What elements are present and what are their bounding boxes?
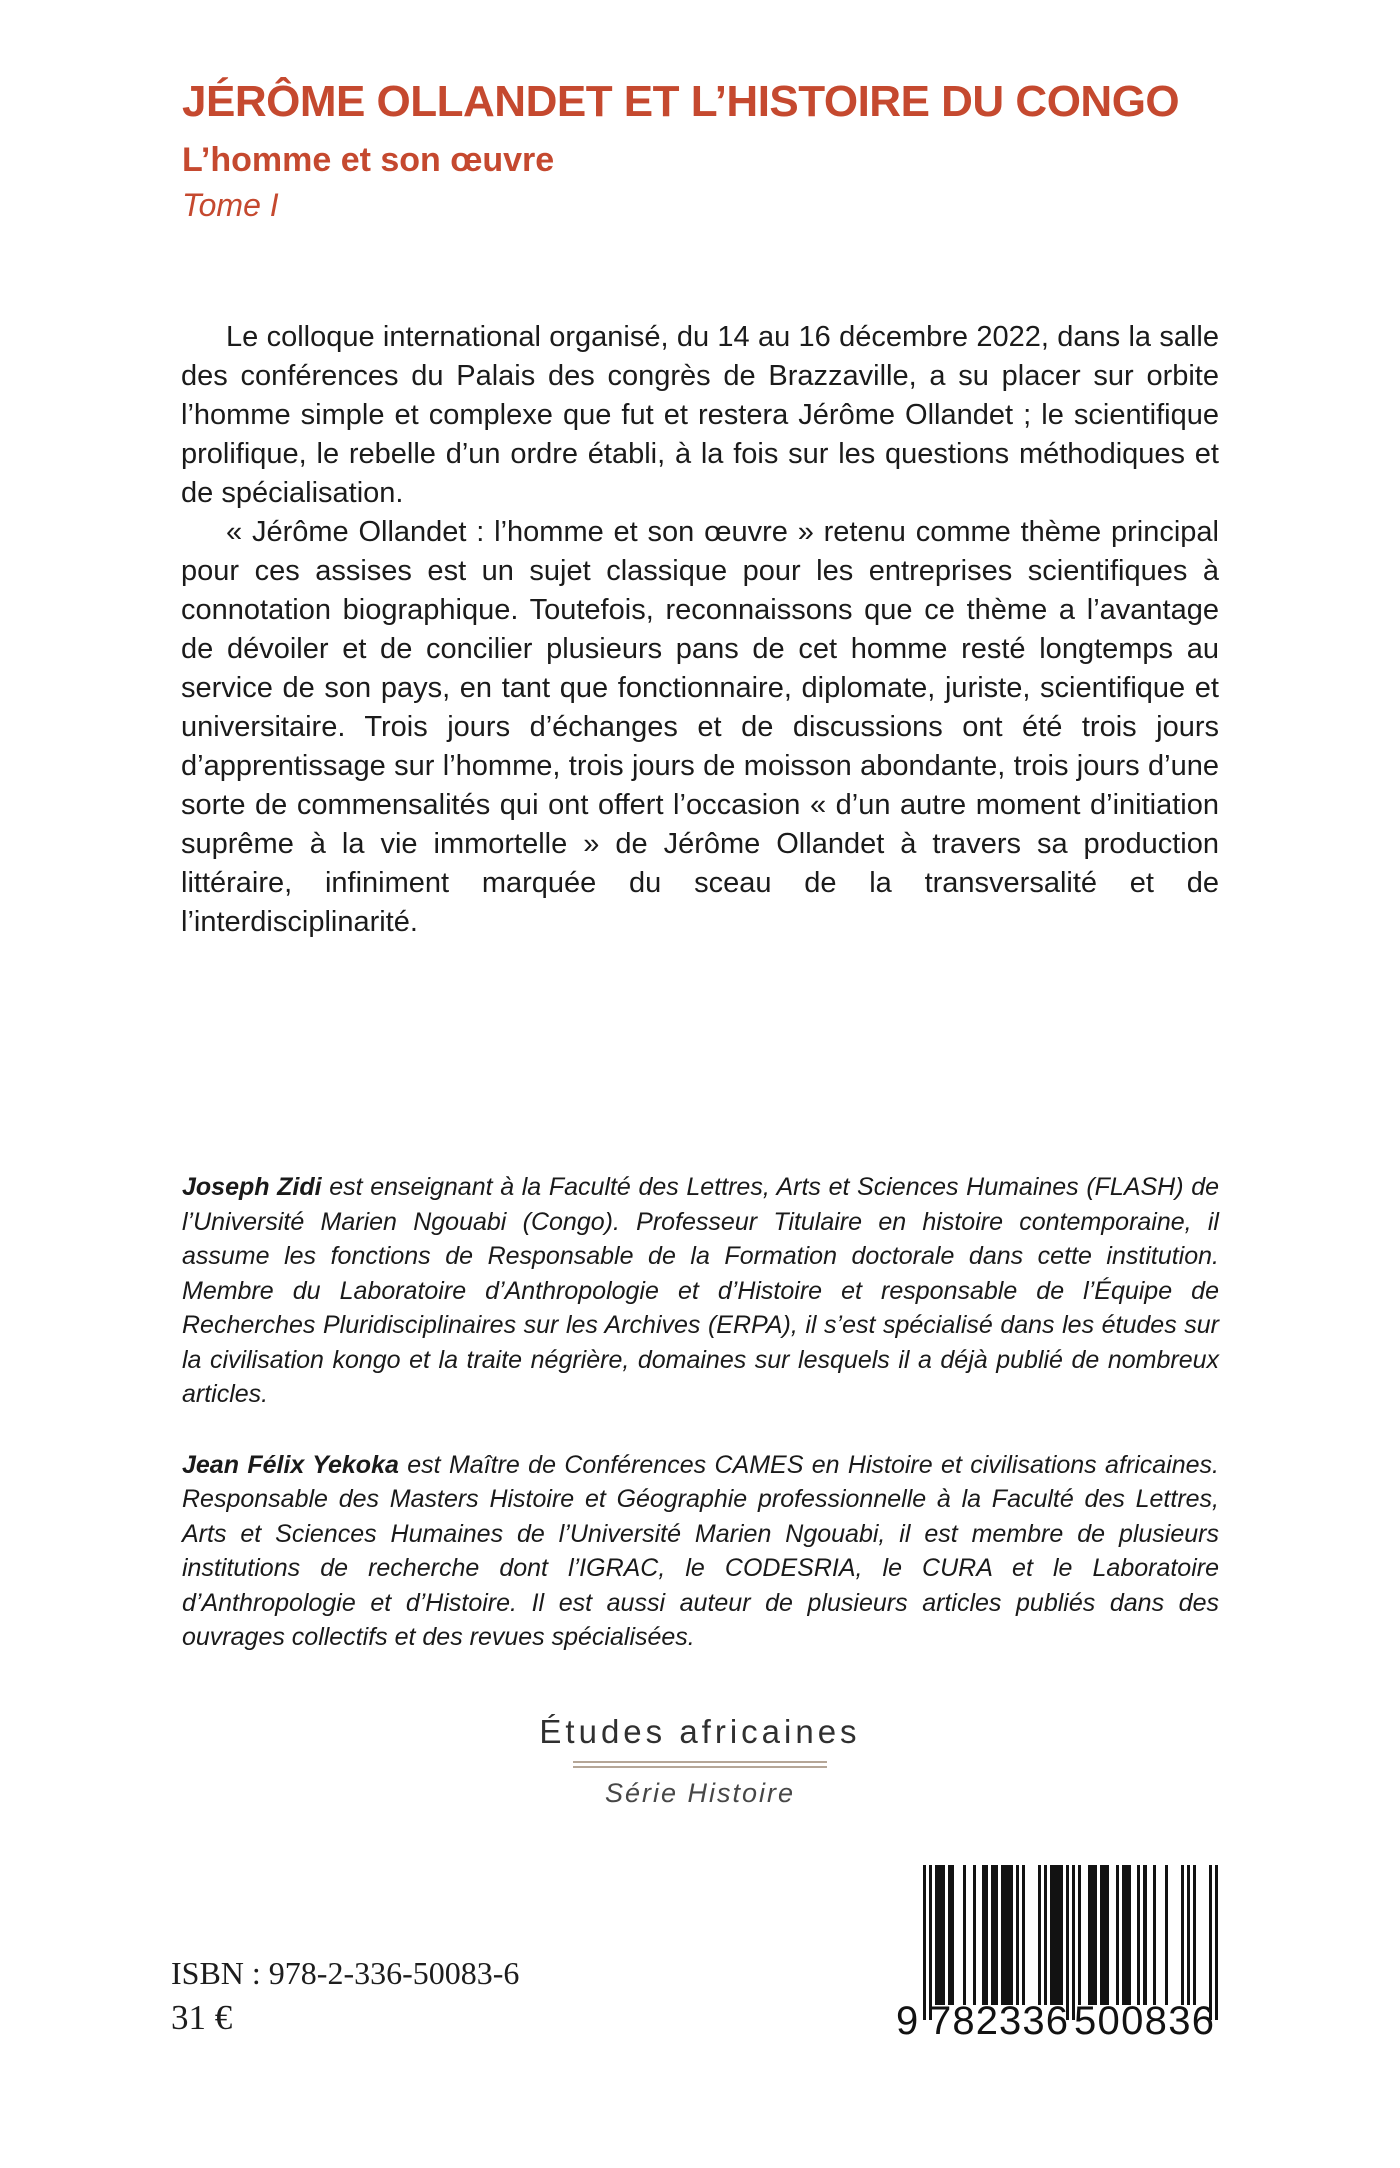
barcode-digit: 0 (1097, 1999, 1120, 2043)
collection-divider (573, 1761, 827, 1768)
barcode-bar (1193, 1865, 1196, 2005)
barcode-bar (1038, 1865, 1041, 2005)
barcode-bars (923, 1865, 1218, 2020)
barcode-bar (1187, 1865, 1190, 2005)
barcode-bar (1215, 1865, 1218, 2020)
barcode-bar (1165, 1865, 1168, 2005)
barcode-digits-right (1074, 2001, 1214, 2041)
author-name: Joseph Zidi (182, 1173, 322, 1201)
barcode-digit: 3 (999, 1999, 1022, 2043)
collection-name: Études africaines (539, 1713, 861, 1750)
author-bio-text: est Maître de Conférences CAMES en Histoire et civilisations africaines. Responsable des Masters Histoire et Géographie professionnelle à la Faculté des Lettres, Arts et Sciences Humaines de l’Université Marien Ngouabi, il est membre de plusieurs institutions de recherche dont l’IGRAC, le CODESRIA, le CURA et le Laboratoire d’Anthropologie et d’Histoire. Il est aussi auteur de plusieurs articles publiés dans des ouvrages collectifs et des revues spécialisées. (182, 1450, 1219, 1651)
barcode-bar (1116, 1865, 1119, 2005)
barcode-bar (1137, 1865, 1140, 2005)
barcode-digit: 7 (929, 1999, 952, 2043)
barcode-digits-left (929, 2001, 1068, 2041)
barcode-digit: 2 (975, 1999, 998, 2043)
barcode-bar (1016, 1865, 1019, 2005)
barcode-bar (1143, 1865, 1146, 2005)
barcode-digit-first: 9 (896, 1999, 919, 2043)
barcode-bar (1072, 1865, 1075, 2020)
barcode-bar (1050, 1865, 1062, 2005)
book-title: JÉRÔME OLLANDET ET L’HISTOIRE DU CONGO (182, 77, 1180, 126)
author-bio-text: est enseignant à la Faculté des Lettres, Arts et Sciences Humaines (FLASH) de l’Université Marien Ngouabi (Congo). Professeur Titulaire en histoire contemporaine, il assume les fonctions de Responsable de la Formation doctorale dans cette institution. Membre du Laboratoire d’Anthropologie et d’Histoire et responsable de l’Équipe de Recherches Pluridisciplinaires sur les Archives (ERPA), il s’est spécialisé dans les études sur la civilisation kongo et la traite négrière, domaines sur lesquels il a déjà publié de nombreux articles. (182, 1173, 1219, 1408)
barcode-bar (1122, 1865, 1131, 2005)
barcode-bar (982, 1865, 988, 2005)
barcode-digit: 8 (1144, 1999, 1167, 2043)
price-text: 31 € (171, 1998, 233, 2037)
barcode-bar (1078, 1865, 1081, 2005)
author-name: Jean Félix Yekoka (182, 1450, 399, 1479)
barcode-bar (1044, 1865, 1047, 2005)
barcode-bar (929, 1865, 932, 2020)
cover-header (182, 78, 1282, 222)
author-bio-joseph-zidi (182, 1170, 1219, 1412)
barcode-digit: 3 (1168, 1999, 1191, 2043)
ean13-barcode (896, 1865, 1218, 2045)
barcode-bar (948, 1865, 954, 2005)
synopsis-paragraph-2: « Jérôme Ollandet : l’homme et son œuvre » retenu comme thème principal pour ces assises est un sujet classique pour les entreprises scientifiques à connotation biographique. Toutefois, reconnaissons que ce thème a l’avantage de dévoiler et de concilier plusieurs pans de cet homme resté longtemps au service de son pays, en tant que fonctionnaire, diplomate, juriste, scientifique et universitaire. Trois jours d’échanges et de discussions ont été trois jours d’apprentissage sur l’homme, trois jours de moisson abondante, trois jours d’une sorte de commensalités qui ont offert l’occasion « d’un autre moment d’initiation suprême à la vie immortelle » de Jérôme Ollandet à travers sa production littéraire, infiniment marquée du sceau de la transversalité et de l’interdisciplinarité. (181, 516, 1219, 938)
barcode-bar (1001, 1865, 1013, 2005)
barcode-bar (963, 1865, 966, 2005)
barcode-bar (1153, 1865, 1156, 2005)
barcode-digit: 8 (952, 1999, 975, 2043)
barcode-bar (935, 1865, 944, 2005)
barcode-bar (923, 1865, 926, 2020)
synopsis (181, 318, 1219, 942)
barcode-digit: 3 (1022, 1999, 1045, 2043)
author-bios (182, 1170, 1219, 1655)
synopsis-paragraph-1: Le colloque international organisé, du 14 au 16 décembre 2022, dans la salle des conférences du Palais des congrès de Brazzaville, a su placer sur orbite l’homme simple et complexe que fut et restera Jérôme Ollandet ; le scientifique prolifique, le rebelle d’un ordre établi, à la fois sur les questions méthodiques et de spécialisation. (181, 321, 1219, 509)
barcode-digit: 0 (1121, 1999, 1144, 2043)
barcode-bar (991, 1865, 997, 2005)
barcode-digit: 5 (1074, 1999, 1097, 2043)
barcode-bar (1181, 1865, 1184, 2005)
author-bio-jean-felix-yekoka (182, 1448, 1219, 1655)
barcode-digit: 6 (1045, 1999, 1068, 2043)
barcode-bar (1066, 1865, 1069, 2020)
collection-block (0, 1712, 1400, 1809)
book-volume: Tome I (182, 187, 279, 223)
collection-series: Série Histoire (604, 1778, 796, 1808)
isbn-text: ISBN : 978-2-336-50083-6 (171, 1955, 520, 1991)
barcode-bar (1209, 1865, 1212, 2020)
barcode-bar (1100, 1865, 1109, 2005)
barcode-digit: 6 (1191, 1999, 1214, 2043)
book-subtitle: L’homme et son œuvre (182, 141, 555, 179)
barcode-bar (1022, 1865, 1025, 2005)
barcode-bar (973, 1865, 976, 2005)
barcode-bar (1088, 1865, 1097, 2005)
